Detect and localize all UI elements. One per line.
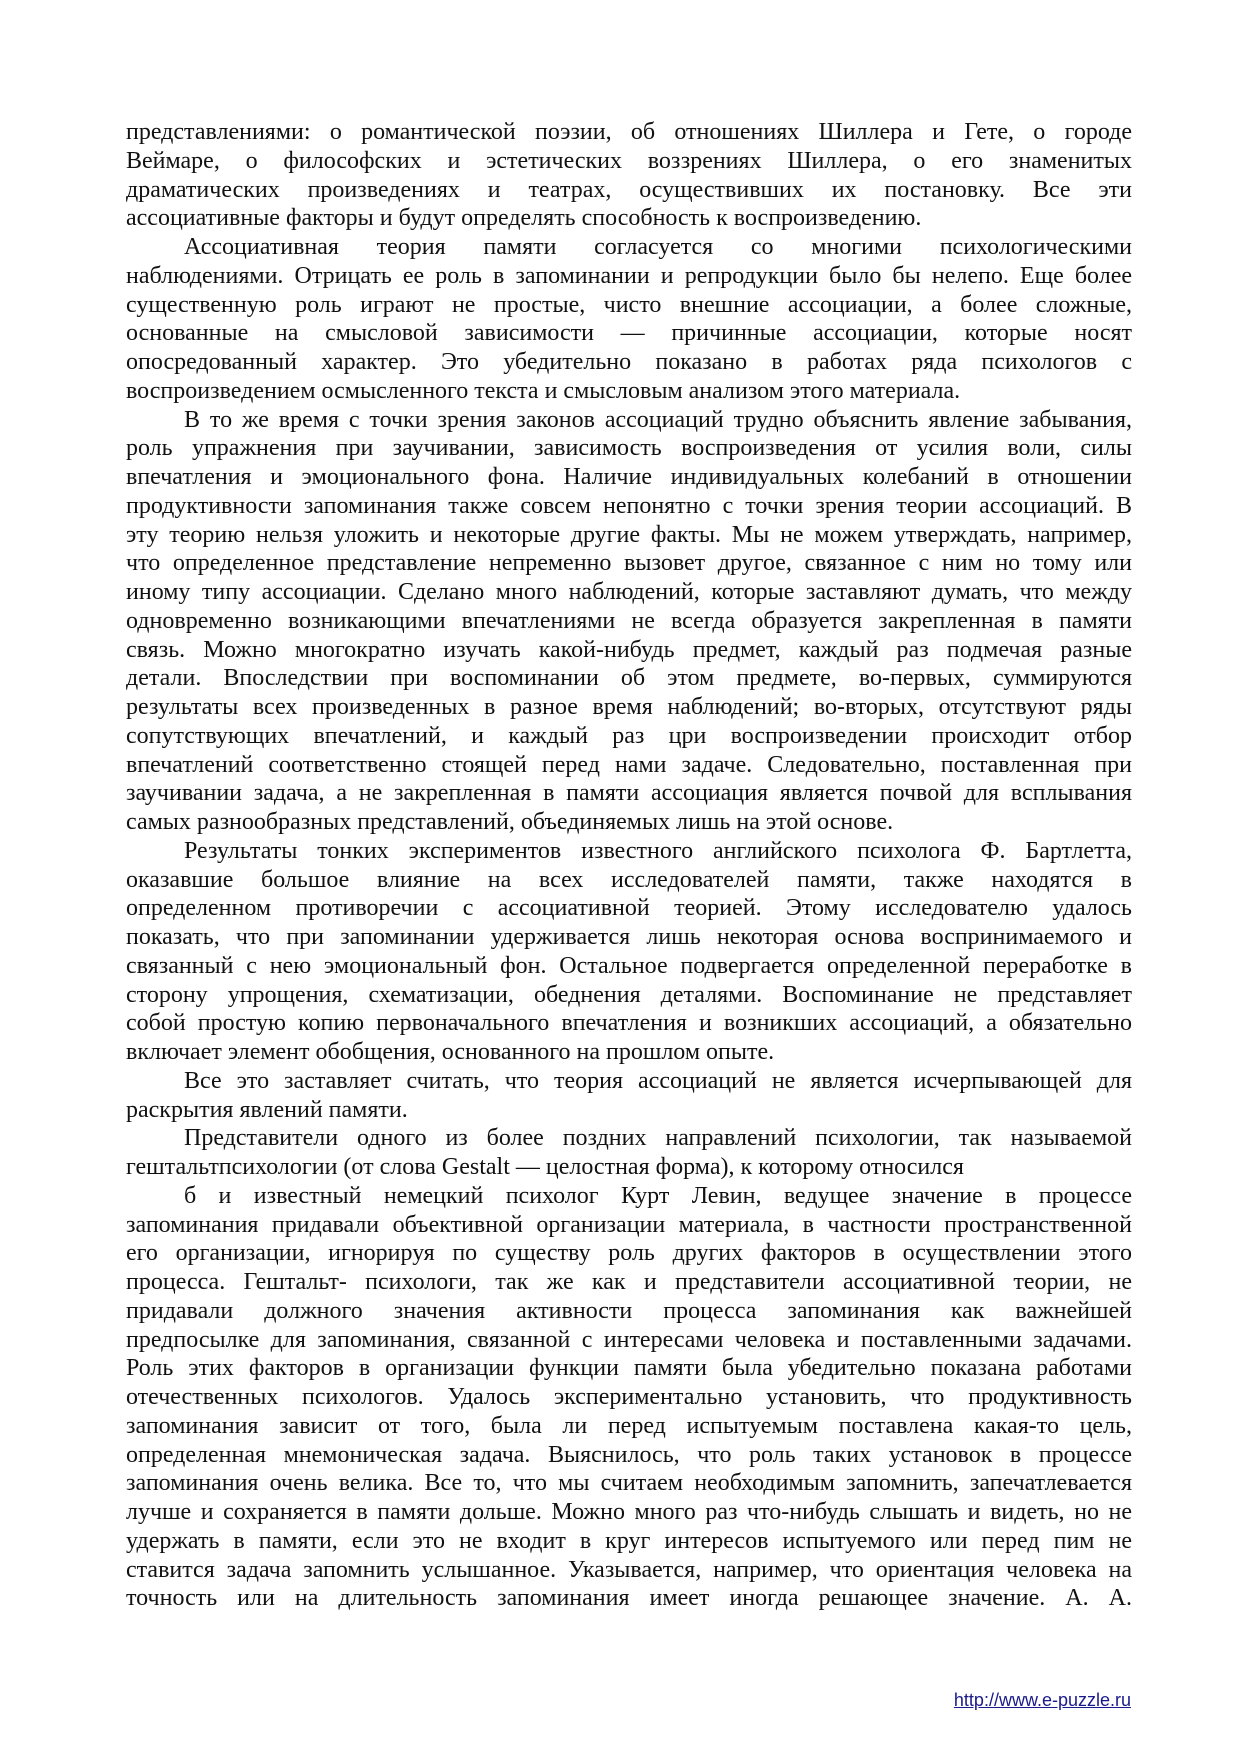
paragraph	[126, 837, 1132, 1067]
text-line: собой простую копию первоначального впечатления и возникших ассоциаций, а обязательно	[126, 1010, 1132, 1037]
text-line: наблюдениями. Отрицать ее роль в запоминании и репродукции было бы нелепо. Еще более	[126, 262, 1132, 289]
text-line: заучивании задача, а не закрепленная в памяти ассоциация является почвой для всплывания	[126, 780, 1132, 807]
text-line: запоминания придавали объективной организации материала, в частности пространственной	[126, 1211, 1132, 1238]
text-line: отечественных психологов. Удалось экспериментально установить, что продуктивность	[126, 1384, 1132, 1410]
text-line: ассоциативные факторы и будут определять способность к воспроизведению.	[126, 205, 922, 232]
text-line: определенная мнемоническая задача. Выяснилось, что роль таких установок в процессе	[126, 1441, 1132, 1468]
paragraph	[126, 233, 1132, 406]
text-line: процесса. Гештальт- психологи, так же как и представители ассоциативной теории, не	[126, 1269, 1132, 1295]
text-line: продуктивности запоминания также совсем непонятно с точки зрения теории ассоциаций. В	[126, 492, 1132, 519]
text-line: Веймаре, о философских и эстетических воззрениях Шиллера, о его знаменитых	[126, 147, 1132, 174]
text-line: самых разнообразных представлений, объединяемых лишь на этой основе.	[126, 809, 894, 835]
text-line: определенном противоречии с ассоциативной теорией. Этому исследователю удалось	[126, 895, 1132, 922]
text-line: ставится задача запомнить услышанное. Указывается, например, что ориентация человека на	[126, 1556, 1132, 1583]
text-line: сопутствующих впечатлений, и каждый раз цри воспроизведении происходит отбор	[126, 722, 1132, 749]
text-line: эту теорию нельзя уложить и некоторые другие факты. Мы не можем утверждать, например,	[126, 521, 1132, 548]
text-line: драматических произведениях и театрах, осуществивших их постановку. Все эти	[126, 176, 1132, 203]
text-line: воспроизведением осмысленного текста и смысловым анализом этого материала.	[126, 377, 961, 404]
paragraph	[126, 1067, 1132, 1125]
text-line: Все это заставляет считать, что теория ассоциаций не является исчерпывающей для	[184, 1067, 1132, 1094]
text-line: включает элемент обобщения, основанного на прошлом опыте.	[126, 1039, 775, 1065]
text-line: Роль этих факторов в организации функции памяти была убедительно показана работами	[126, 1355, 1132, 1382]
paragraph	[126, 1124, 1132, 1182]
text-line: предпосылке для запоминания, связанной с интересами человека и поставленными задачами.	[126, 1326, 1132, 1353]
text-line: его организации, игнорируя по существу роль других факторов в осуществлении этого	[126, 1240, 1132, 1267]
text-line: представлениями: о романтической поэзии, об отношениях Шиллера и Гете, о городе	[126, 119, 1132, 145]
text-line: гештальтпсихологии (от слова Gestalt — целостная форма), к которому относился	[126, 1154, 964, 1180]
paragraph	[126, 1182, 1132, 1613]
text-line: сторону упрощения, схематизации, обеднения деталями. Воспоминание не представляет	[126, 981, 1132, 1008]
document-body	[126, 118, 1132, 1613]
text-line: существенную роль играют не простые, чисто внешние ассоциации, а более сложные,	[126, 291, 1132, 318]
text-line: придавали должного значения активности процесса запоминания как важнейшей	[126, 1297, 1132, 1324]
text-line: б и известный немецкий психолог Курт Левин, ведущее значение в процессе	[184, 1182, 1132, 1209]
text-line: впечатлений соответственно стоящей перед нами задаче. Следовательно, поставленная при	[126, 751, 1132, 778]
text-line: Представители одного из более поздних направлений психологии, так называемой	[184, 1125, 1132, 1152]
text-line: Результаты тонких экспериментов известного английского психолога Ф. Бартлетта,	[184, 837, 1132, 864]
text-line: оказавшие большое влияние на всех исследователей памяти, также находятся в	[126, 866, 1132, 893]
text-line: иному типу ассоциации. Сделано много наблюдений, которые заставляют думать, что между	[126, 579, 1132, 605]
text-line: связанный с нею эмоциональный фон. Остальное подвергается определенной переработке в	[126, 952, 1132, 979]
text-line: впечатления и эмоционального фона. Наличие индивидуальных колебаний в отношении	[126, 464, 1132, 490]
text-line: результаты всех произведенных в разное время наблюдений; во-вторых, отсутствуют ряды	[126, 694, 1132, 720]
text-line: удержать в памяти, если это не входит в круг интересов испытуемого или перед пим не	[126, 1527, 1132, 1554]
text-line: запоминания очень велика. Все то, что мы считаем необходимым запомнить, запечатлевается	[126, 1470, 1132, 1497]
text-line: точность или на длительность запоминания имеет иногда решающее значение. А. А.	[126, 1585, 1132, 1612]
text-line: запоминания зависит от того, была ли перед испытуемым поставлена какая-то цель,	[126, 1412, 1132, 1439]
text-line: одновременно возникающими впечатлениями не всегда образуется закрепленная в памяти	[126, 607, 1132, 634]
text-line: показать, что при запоминании удерживается лишь некоторая основа воспринимаемого и	[126, 924, 1132, 950]
text-line: что определенное представление непременно вызовет другое, связанное с ним но тому или	[126, 550, 1132, 577]
paragraph	[126, 406, 1132, 837]
footer-website-link[interactable]: http://www.e-puzzle.ru	[953, 1690, 1131, 1710]
text-line: раскрытия явлений памяти.	[126, 1096, 408, 1123]
paragraph	[126, 118, 1132, 233]
text-line: основанные на смысловой зависимости — причинные ассоциации, которые носят	[126, 320, 1132, 347]
text-line: опосредованный характер. Это убедительно показано в работах ряда психологов с	[126, 349, 1132, 375]
text-line: связь. Можно многократно изучать какой-нибудь предмет, каждый раз подмечая разные	[126, 636, 1132, 663]
text-line: Ассоциативная теория памяти согласуется со многими психологическими	[184, 234, 1132, 260]
text-line: В то же время с точки зрения законов ассоциаций трудно объяснить явление забывания,	[184, 406, 1132, 433]
text-line: лучше и сохраняется в памяти дольше. Можно много раз что-нибудь слышать и видеть, но не	[126, 1499, 1132, 1525]
text-line: роль упражнения при заучивании, зависимость воспроизведения от усилия воли, силы	[126, 435, 1132, 462]
text-line: детали. Впоследствии при воспоминании об этом предмете, во-первых, суммируются	[126, 665, 1132, 692]
